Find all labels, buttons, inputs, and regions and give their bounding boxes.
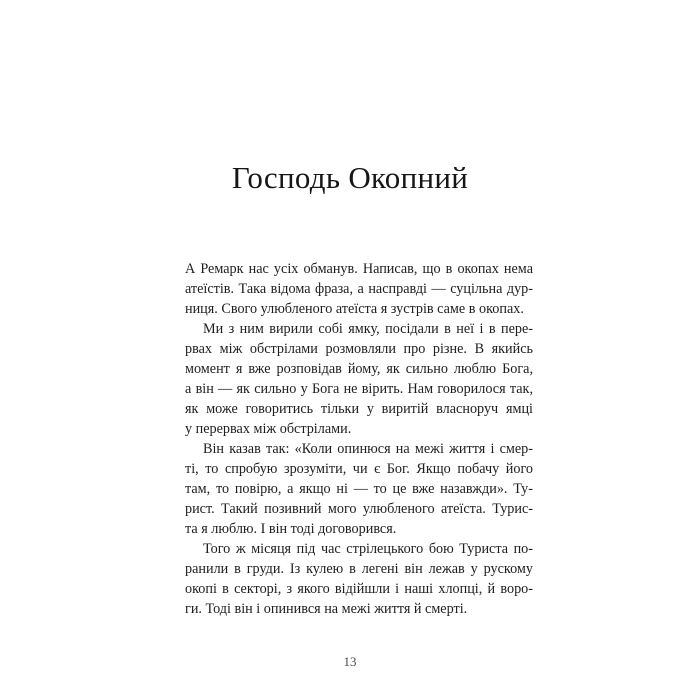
text-line: та я люблю. І він тоді договорився. (185, 521, 397, 537)
text-line: окопі в секторі, з якого відійшли і наші хлопці, й воро- (185, 581, 533, 597)
text-line: А Ремарк нас усіх обманув. Написав, що в окопах нема (185, 261, 533, 277)
text-line: ті, то спробую зрозуміти, чи є Бог. Якщо побачу його (185, 461, 533, 477)
text-line: рист. Такий позивний мого улюбленого атеїста. Турис- (185, 501, 533, 517)
text-line: а він — як сильно у Бога не вірить. Нам говорилося так, (185, 381, 533, 397)
text-line: у перервах між обстрілами. (185, 421, 352, 437)
text-line: там, то повірю, а якщо ні — то це вже назавжди». Ту- (185, 481, 533, 497)
page-number: 13 (343, 654, 357, 669)
text-line: рвах між обстрілами розмовляли про різне. В якийсь (185, 341, 533, 357)
body-text (185, 259, 533, 619)
text-line: як може говоритись тільки у виритій власноруч ямці (185, 401, 533, 417)
text-line: ниця. Свого улюбленого атеїста я зустрів саме в окопах. (185, 301, 524, 317)
text-line: ранили в груди. Із кулею в легені він лежав у рускому (185, 561, 533, 577)
text-line: момент я вже розповідав йому, як сильно люблю Бога, (185, 361, 533, 377)
text-line: Ми з ним вирили собі ямку, посідали в неї і в пере- (203, 321, 533, 337)
text-line: Того ж місяця під час стрілецького бою Туриста по- (203, 541, 533, 557)
text-line: атеїстів. Така відома фраза, а насправді — суцільна дур- (185, 281, 533, 297)
text-line: ги. Тоді він і опинився на межі життя й смерті. (185, 601, 468, 617)
text-line: Він казав так: «Коли опинюся на межі життя і смер- (203, 441, 533, 457)
chapter-title: Господь Окопний (231, 160, 469, 195)
